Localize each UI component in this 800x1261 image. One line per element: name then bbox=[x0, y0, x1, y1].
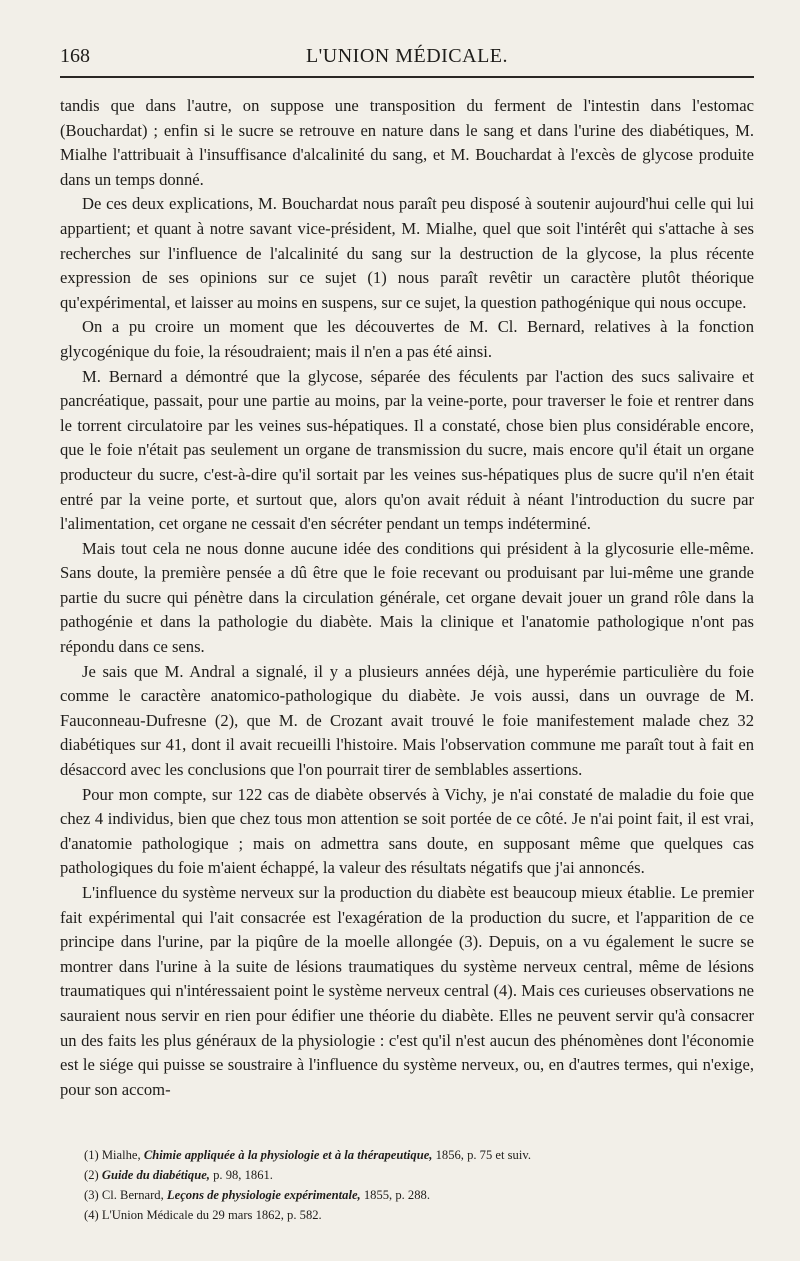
footnote-title: Leçons de physiologie expérimentale, bbox=[166, 1188, 361, 1202]
paragraph: Mais tout cela ne nous donne aucune idée des conditions qui président à la glycosurie elle-même. Sans doute, la première pensée a dû être que le foie recevant ou produisant par lui-même une grande partie du sucre qui pénètre dans la circulation générale, cet organe devait jouer un grand rôle dans la pathogénie et dans la pathologie du diabète. Mais la clinique et l'anatomie pathologique n'ont pas répondu dans ce sens. bbox=[60, 538, 754, 657]
paragraph: M. Bernard a démontré que la glycose, séparée des féculents par l'action des sucs salivaire et pancréatique, passait, pour une partie au moins, par la veine-porte, pour traverser le foie et rentrer dans le torrent circulatoire par les veines sus-hépatiques. Il a constaté, chose bien plus considérable encore, que le foie n'était pas seulement un organe de transmission du sucre, mais encore qu'il était un organe producteur du sucre, c'est-à-dire qu'il sortait par les veines sus-hépatiques plus de sucre qu'il n'en était entré par la veine porte, et surtout que, alors qu'on avait réduit à néant l'introduction du sucre par l'alimentation, cet organe ne cessait d'en sécréter pendant un temps indéterminé. bbox=[60, 366, 754, 534]
footnote-title: Chimie appliquée à la physiologie et à la thérapeutique, bbox=[143, 1148, 433, 1162]
footnote-reference: 1856, p. 75 et suiv. bbox=[435, 1148, 531, 1162]
footnote-marker: (2) bbox=[84, 1168, 99, 1182]
footnotes bbox=[84, 1145, 760, 1225]
footnote-reference: du 29 mars 1862, p. 582. bbox=[196, 1208, 322, 1222]
paragraph: Je sais que M. Andral a signalé, il y a plusieurs années déjà, une hyperémie particulière du foie comme le caractère anatomico-pathologique du diabète. Je vois aussi, dans un ouvrage de M. Fauconneau-Dufresne (2), que M. de Crozant avait trouvé le foie manifestement malade chez 32 diabétiques sur 41, dont il avait recueilli l'histoire. Mais l'observation commune me paraît tout à fait en désaccord avec les conclusions que l'on pourrait tirer de semblables assertions. bbox=[60, 661, 754, 780]
body-text bbox=[60, 94, 754, 1102]
footnote-marker: (4) bbox=[84, 1208, 99, 1222]
paragraph: On a pu croire un moment que les découvertes de M. Cl. Bernard, relatives à la fonction glycogénique du foie, la résoudraient; mais il n'en a pas été ainsi. bbox=[60, 317, 754, 361]
footnote-reference: 1855, p. 288. bbox=[363, 1188, 430, 1202]
running-title: L'UNION MÉDICALE. bbox=[305, 45, 509, 67]
footnote-reference: p. 98, 1861. bbox=[213, 1168, 273, 1182]
header-rule bbox=[60, 76, 754, 78]
footnote-author: Mialhe, bbox=[101, 1148, 141, 1162]
footnote bbox=[84, 1165, 760, 1185]
footnote bbox=[84, 1185, 760, 1205]
paragraph: L'influence du système nerveux sur la production du diabète est beaucoup mieux établie. Le premier fait expérimental qui l'ait consacrée est l'exagération de la production du sucre, et l'apparition de ce principe dans l'urine, par la piqûre de la moelle allongée (3). Depuis, on a vu également le sucre se montrer dans l'urine à la suite de lésions traumatiques du système nerveux central, même de lésions traumatiques qui n'intéressaient point le système nerveux central (4). Mais ces curieuses observations ne sauraient nous servir en rien pour édifier une théorie du diabète. Elles ne peuvent servir qu'à consacrer un des faits les plus généraux de la physiologie : c'est qu'il n'est aucun des phénomènes dont l'économie est le siége qui puisse se soustraire à l'influence du système nerveux, ou, en d'autres termes, qui n'exige, pour son accom- bbox=[60, 883, 754, 1099]
footnote-marker: (1) bbox=[84, 1148, 99, 1162]
footnote bbox=[84, 1205, 760, 1225]
paragraph: De ces deux explications, M. Bouchardat nous paraît peu disposé à soutenir aujourd'hui celle qui lui appartient; et quant à notre savant vice-président, M. Mialhe, quel que soit l'intérêt qui s'attache à ses recherches sur l'influence de l'alcalinité du sang sur la destruction de la glycose, la plus récente expression de ses opinions sur ce sujet (1) nous paraît revêtir un caractère plutôt théorique qu'expérimental, et laisser au moins en suspens, sur ce sujet, la question pathogénique qui nous occupe. bbox=[60, 194, 754, 312]
footnote-author: L'Union Médicale bbox=[101, 1208, 194, 1222]
paragraph: tandis que dans l'autre, on suppose une transposition du ferment de l'intestin dans l'estomac (Bouchardat) ; enfin si le sucre se retrouve en nature dans le sang et dans l'urine des diabétiques, M. Mialhe l'attribuait à l'insuffisance d'alcalinité du sang, et M. Bouchardat à l'excès de glycose produite dans un temps donné. bbox=[60, 96, 754, 189]
page-number: 168 bbox=[60, 45, 90, 67]
footnote bbox=[84, 1145, 760, 1165]
footnote-author: Cl. Bernard, bbox=[101, 1188, 164, 1202]
footnote-title: Guide du diabétique, bbox=[101, 1168, 210, 1182]
footnote-marker: (3) bbox=[84, 1188, 99, 1202]
page-header bbox=[60, 0, 754, 78]
paragraph: Pour mon compte, sur 122 cas de diabète observés à Vichy, je n'ai constaté de maladie du foie que chez 4 individus, bien que chez tous mon attention se soit portée de ce côté. Je n'ai point fait, il est vrai, d'anatomie pathologique ; mais on admettra sans doute, en supposant même que quelques cas pathologiques du foie m'aient échappé, la valeur des résultats négatifs que j'ai annoncés. bbox=[60, 784, 754, 878]
